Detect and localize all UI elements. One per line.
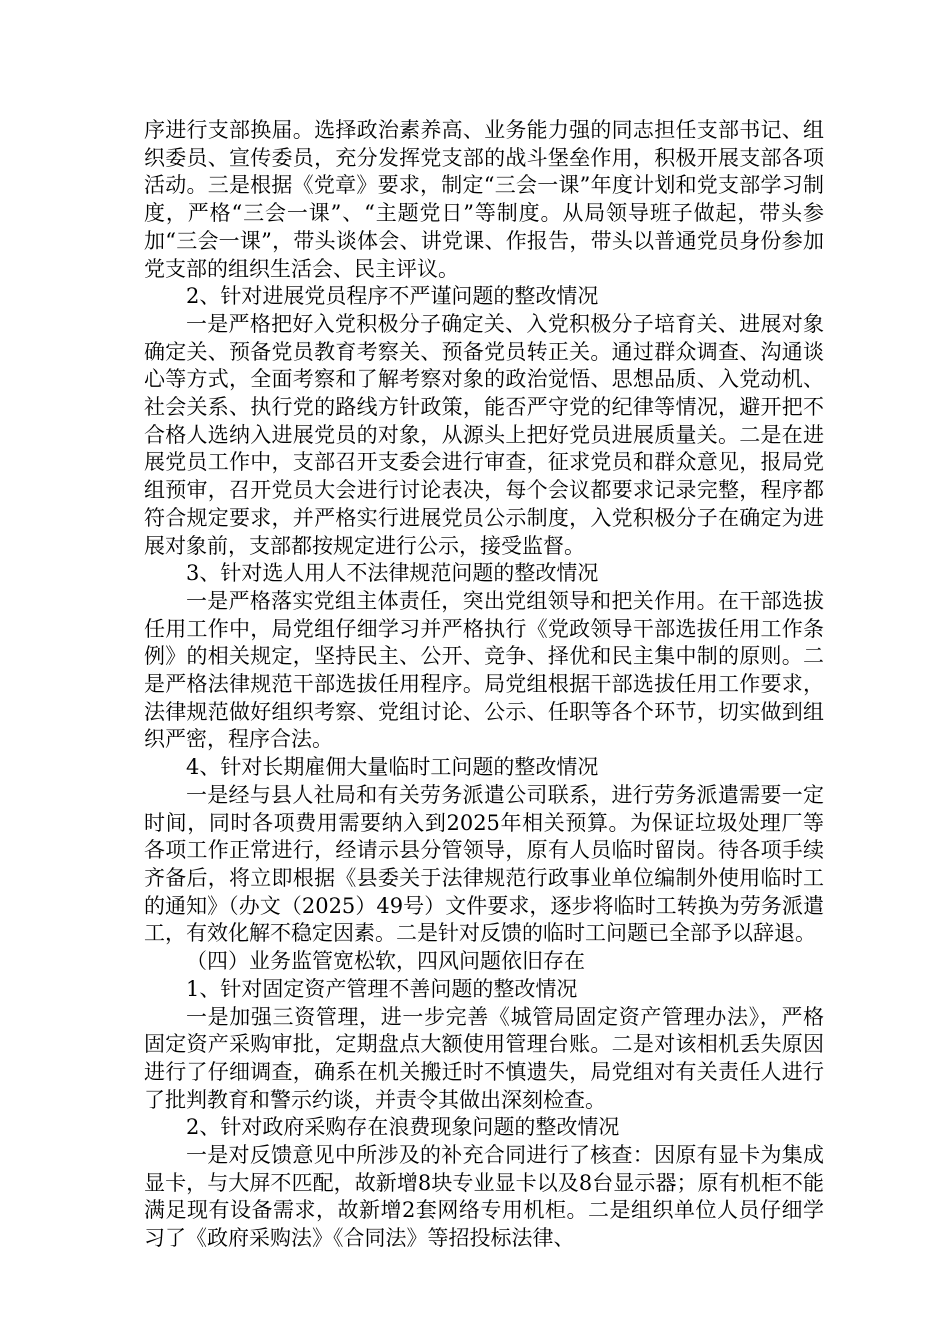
- document-body: [144, 117, 824, 1253]
- paragraph: 一是对反馈意见中所涉及的补充合同进行了核查：因原有显卡为集成显卡，与大屏不匹配，故新增8块专业显卡以及8台显示器；原有机柜不能满足现有设备需求，故新增2套网络专用机柜。二是组织单位人员仔细学习了《政府采购法》《合同法》等招投标法律、: [144, 1143, 824, 1251]
- paragraph: 一是加强三资管理，进一步完善《城管局固定资产管理办法》，严格固定资产采购审批，定期盘点大额使用管理台账。二是对该相机丢失原因进行了仔细调查，确系在机关搬迁时不慎遗失，局党组对有关责任人进行了批判教育和警示约谈，并责令其做出深刻检查。: [144, 1004, 824, 1112]
- section-heading-3: 3、针对选人用人不法律规范问题的整改情况: [186, 561, 599, 586]
- section-heading-1: 1、针对固定资产管理不善问题的整改情况: [186, 976, 578, 1001]
- chapter-heading-4: （四）业务监管宽松软，四风问题依旧存在: [186, 949, 585, 974]
- section-heading-4: 4、针对长期雇佣大量临时工问题的整改情况: [186, 755, 599, 780]
- section-heading-2: 2、针对政府采购存在浪费现象问题的整改情况: [186, 1115, 620, 1140]
- paragraph: 一是严格落实党组主体责任，突出党组领导和把关作用。在干部选拔任用工作中，局党组仔细学习并严格执行《党政领导干部选拔任用工作条例》的相关规定，坚持民主、公开、竞争、择优和民主集中制的原则。二是严格法律规范干部选拔任用程序。局党组根据干部选拔任用工作要求，法律规范做好组织考察、党组讨论、公示、任职等各个环节，切实做到组织严密，程序合法。: [144, 588, 824, 752]
- section-heading-2: 2、针对进展党员程序不严谨问题的整改情况: [186, 284, 599, 309]
- paragraph: 一是严格把好入党积极分子确定关、入党积极分子培育关、进展对象确定关、预备党员教育考察关、预备党员转正关。通过群众调查、沟通谈心等方式，全面考察和了解考察对象的政治觉悟、思想品质、入党动机、社会关系、执行党的路线方针政策，能否严守党的纪律等情况，避开把不合格人选纳入进展党员的对象，从源头上把好党员进展质量关。二是在进展党员工作中，支部召开支委会进行审查，征求党员和群众意见，报局党组预审，召开党员大会进行讨论表决，每个会议都要求记录完整，程序都符合规定要求，并严格实行进展党员公示制度，入党积极分子在确定为进展对象前，支部都按规定进行公示，接受监督。: [144, 311, 824, 558]
- paragraph-continued: 序进行支部换届。选择政治素养高、业务能力强的同志担任支部书记、组织委员、宣传委员，充分发挥党支部的战斗堡垒作用，积极开展支部各项活动。三是根据《党章》要求，制定“三会一课”年度计划和党支部学习制度，严格“三会一课”、“主题党日”等制度。从局领导班子做起，带头参加“三会一课”，带头谈体会、讲党课、作报告，带头以普通党员身份参加党支部的组织生活会、民主评议。: [144, 118, 824, 281]
- paragraph: 一是经与县人社局和有关劳务派遣公司联系，进行劳务派遣需要一定时间，同时各项费用需要纳入到2025年相关预算。为保证垃圾处理厂等各项工作正常进行，经请示县分管领导，原有人员临时留岗。待各项手续齐备后，将立即根据《县委关于法律规范行政事业单位编制外使用临时工的通知》（办文（2025）49号）文件要求，逐步将临时工转换为劳务派遣工，有效化解不稳定因素。二是针对反馈的临时工问题已全部予以辞退。: [144, 782, 824, 946]
